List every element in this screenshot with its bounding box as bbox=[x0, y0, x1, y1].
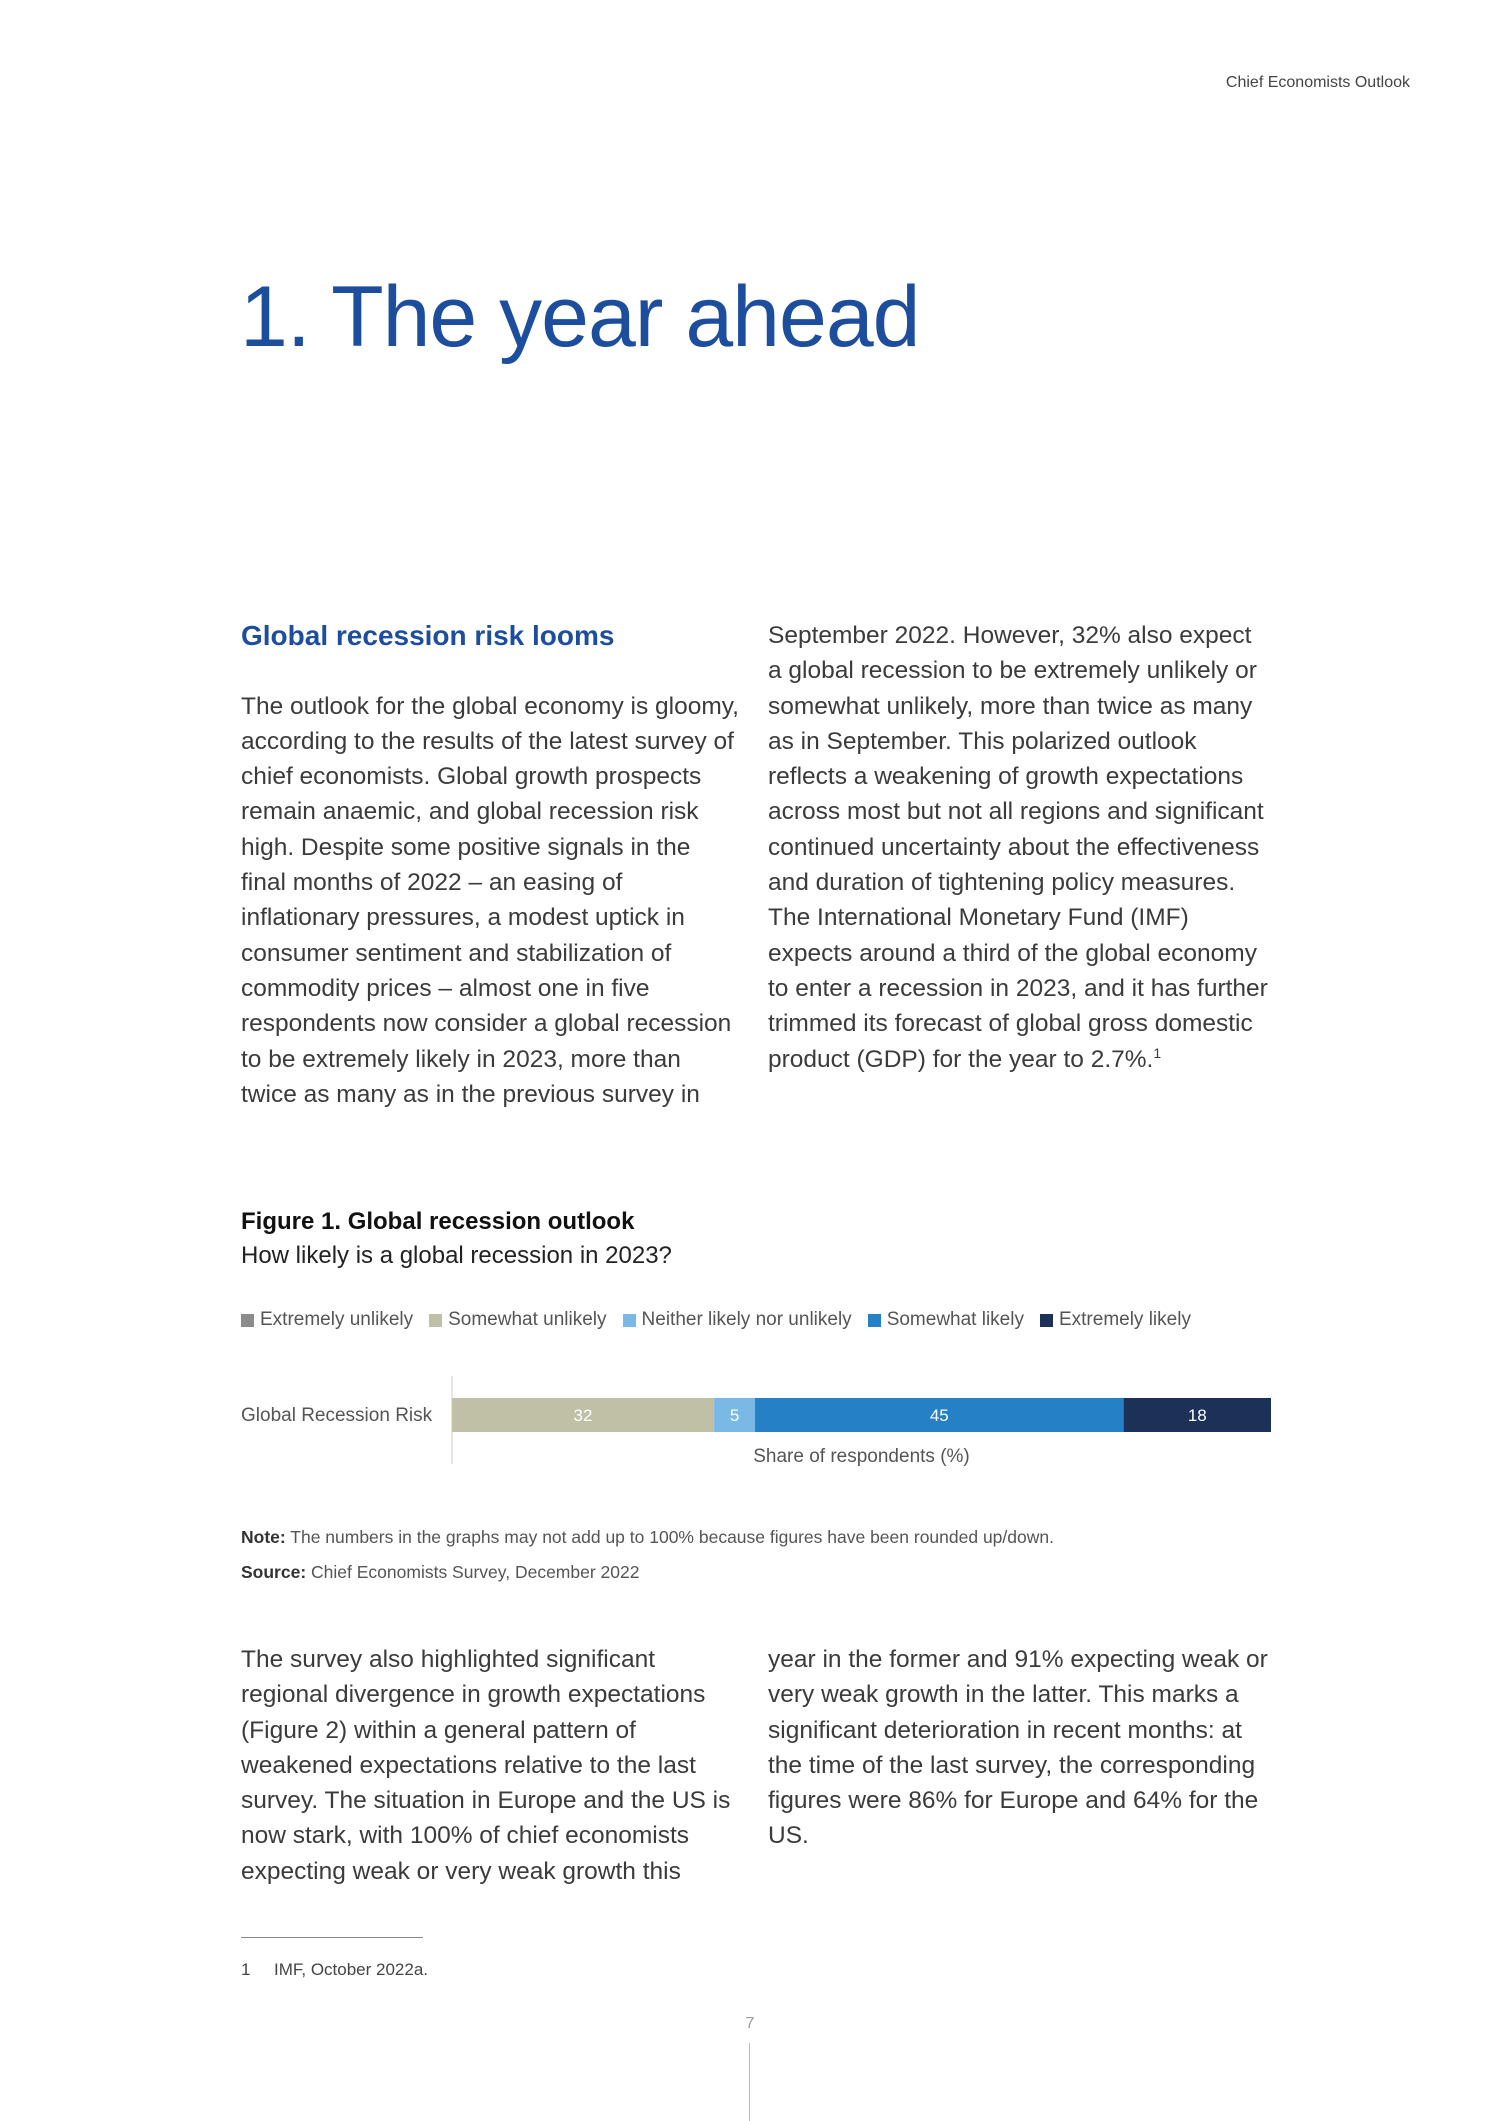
paragraph-text: September 2022. However, 32% also expect a global recession to be extremely unlikely or somewhat unlikely, more than twice as many as in September. This polarized outlook reflects a weakening of growth expectations across most but not all regions and significant continued uncertainty about the effectiveness and duration of tightening policy measures. The International Monetary Fund (IMF) expects around a third of the global economy to enter a recession in 2023, and it has further trimmed its forecast of global gross domestic product (GDP) for the year to 2.7%. bbox=[768, 622, 1268, 1073]
legend-label: Neither likely nor unlikely bbox=[641, 1309, 852, 1330]
data-label-somewhat-likely: 45 bbox=[929, 1406, 949, 1425]
chapter-title: 1. The year ahead bbox=[240, 269, 920, 365]
body-paragraph: The outlook for the global economy is gloomy, according to the results of the latest survey of chief economists. Global growth prospects remain anaemic, and global recession risk high. Despite some positive signals in the final months of 2022 – an easing of inflationary pressures, a modest uptick in consumer sentiment and stabilization of commodity prices – almost one in five respondents now consider a global recession to be extremely likely in 2023, more than twice as many as in the previous survey in bbox=[241, 692, 739, 1108]
legend-item-neither-likely-nor-unlikely bbox=[623, 1309, 852, 1331]
page-number: 7 bbox=[745, 2015, 755, 2032]
page-divider bbox=[749, 2043, 750, 2121]
source-label: Source: bbox=[241, 1562, 307, 1582]
note-text: The numbers in the graphs may not add up to 100% because figures have been rounded up/down. bbox=[290, 1527, 1054, 1547]
source-text: Chief Economists Survey, December 2022 bbox=[311, 1562, 640, 1582]
footnote-divider bbox=[241, 1937, 423, 1938]
stacked-bar-chart bbox=[241, 1356, 1281, 1466]
note-line bbox=[241, 1520, 1281, 1555]
legend-swatch bbox=[429, 1314, 442, 1327]
figure-subtitle: How likely is a global recession in 2023? bbox=[241, 1242, 672, 1269]
legend-label: Extremely likely bbox=[1058, 1309, 1191, 1330]
legend-swatch bbox=[868, 1314, 881, 1327]
body-paragraph: year in the former and 91% expecting weak or very weak growth in the latter. This marks a significant deterioration in recent months: at the time of the last survey, the corresponding figures were 86% for Europe and 64% for the US. bbox=[768, 1646, 1268, 1850]
data-label-extremely-likely: 18 bbox=[1187, 1406, 1207, 1425]
figure-title: Figure 1. Global recession outlook bbox=[241, 1208, 635, 1235]
legend-label: Extremely unlikely bbox=[260, 1309, 414, 1330]
running-header: Chief Economists Outlook bbox=[1225, 74, 1410, 91]
legend-item-somewhat-unlikely bbox=[429, 1309, 606, 1331]
legend-item-somewhat-likely bbox=[868, 1309, 1024, 1331]
legend-swatch bbox=[623, 1314, 636, 1327]
source-line bbox=[241, 1555, 1281, 1590]
footnote-text: IMF, October 2022a. bbox=[274, 1960, 429, 1979]
body-column-right bbox=[768, 618, 1268, 1077]
body-column-left bbox=[241, 618, 741, 1112]
chart-legend bbox=[241, 1309, 1281, 1331]
x-axis-title: Share of respondents (%) bbox=[753, 1446, 970, 1467]
footnote-number: 1 bbox=[241, 1960, 251, 1979]
legend-item-extremely-unlikely bbox=[241, 1309, 413, 1331]
footnote-reference[interactable]: 1 bbox=[1153, 1044, 1162, 1061]
legend-label: Somewhat unlikely bbox=[448, 1309, 607, 1330]
legend-swatch bbox=[241, 1314, 254, 1327]
body-column-left-2 bbox=[241, 1642, 741, 1889]
footnote bbox=[241, 1960, 841, 1980]
body-column-right-2 bbox=[768, 1642, 1268, 1854]
section-heading: Global recession risk looms bbox=[241, 620, 615, 651]
note-label: Note: bbox=[241, 1527, 286, 1547]
data-label-neither-likely-nor-unlikely: 5 bbox=[729, 1406, 740, 1425]
category-label: Global Recession Risk bbox=[241, 1405, 433, 1426]
body-paragraph-continued bbox=[768, 618, 1268, 1077]
figure-notes bbox=[241, 1520, 1281, 1590]
legend-label: Somewhat likely bbox=[886, 1309, 1024, 1330]
data-label-somewhat-unlikely: 32 bbox=[573, 1406, 593, 1425]
legend-swatch bbox=[1040, 1314, 1053, 1327]
legend-item-extremely-likely bbox=[1040, 1309, 1191, 1331]
body-paragraph: The survey also highlighted significant regional divergence in growth expectations (Figure 2) within a general pattern of weakened expectations relative to the last survey. The situation in Europe and the US is now stark, with 100% of chief economists expecting weak or very weak growth this bbox=[241, 1646, 731, 1885]
